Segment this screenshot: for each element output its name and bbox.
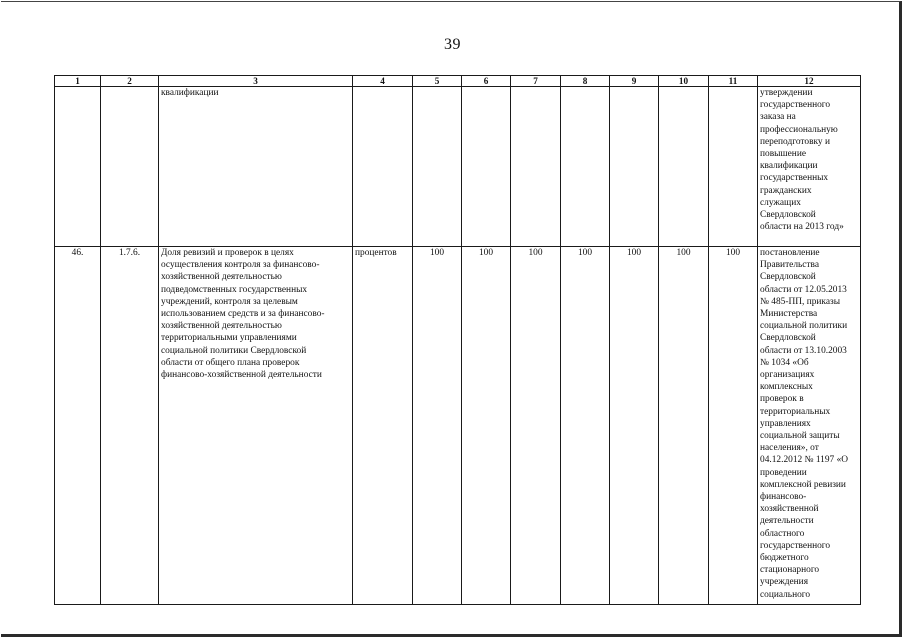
cell-unit: процентов: [353, 247, 413, 605]
cell-code: 1.7.6.: [101, 247, 159, 605]
column-header: 10: [659, 76, 709, 87]
cell-value: 100: [610, 247, 659, 605]
cell-number: 46.: [55, 247, 101, 605]
cell-unit: [353, 87, 413, 247]
cell-value: 100: [511, 247, 561, 605]
column-header: 11: [709, 76, 758, 87]
cell-value: [561, 87, 610, 247]
cell-value: [462, 87, 511, 247]
header-row: [55, 76, 861, 87]
column-header: 12: [758, 76, 861, 87]
column-header: 3: [159, 76, 353, 87]
column-header: 6: [462, 76, 511, 87]
column-header: 5: [413, 76, 462, 87]
table-row-continuation: [55, 87, 861, 247]
column-header: 9: [610, 76, 659, 87]
cell-value: [511, 87, 561, 247]
cell-indicator-name: Доля ревизий и проверок в целях осуществления контроля за финансово- хозяйственной деятельностью подведомственных государственных учреждений, контроля за целевым использованием средств и за финансово- хозяйственной деятельностью территориальными управлениями социальной политики Свердловской области от общего плана проверок финансово-хозяйственной деятельности: [159, 247, 353, 605]
cell-value: [659, 87, 709, 247]
cell-code: [101, 87, 159, 247]
cell-value: 100: [561, 247, 610, 605]
column-header: 8: [561, 76, 610, 87]
column-header: 2: [101, 76, 159, 87]
cell-legal-basis: постановление Правительства Свердловской области от 12.05.2013 № 485-ПП, приказы Министерства социальной политики Свердловской области от 13.10.2003 № 1034 «Об организациях комплексных проверок в территориальных управлениях социальной защиты населения», от 04.12.2012 № 1197 «О проведении комплексной ревизии финансово- хозяйственной деятельности областного государственного бюджетного стационарного учреждения социального: [758, 247, 861, 605]
cell-value: 100: [413, 247, 462, 605]
column-header: 4: [353, 76, 413, 87]
column-header: 1: [55, 76, 101, 87]
cell-value: 100: [462, 247, 511, 605]
table-row: [55, 247, 861, 605]
cell-value: 100: [659, 247, 709, 605]
cell-value: 100: [709, 247, 758, 605]
cell-value: [413, 87, 462, 247]
cell-indicator-name: квалификации: [159, 87, 353, 247]
page-number: 39: [444, 36, 461, 53]
cell-legal-basis: утверждении государственного заказа на профессиональную переподготовку и повышение квалификации государственных гражданских служащих Свердловской области на 2013 год»: [758, 87, 861, 247]
data-table: [54, 75, 861, 605]
cell-value: [709, 87, 758, 247]
column-header: 7: [511, 76, 561, 87]
cell-value: [610, 87, 659, 247]
cell-number: [55, 87, 101, 247]
